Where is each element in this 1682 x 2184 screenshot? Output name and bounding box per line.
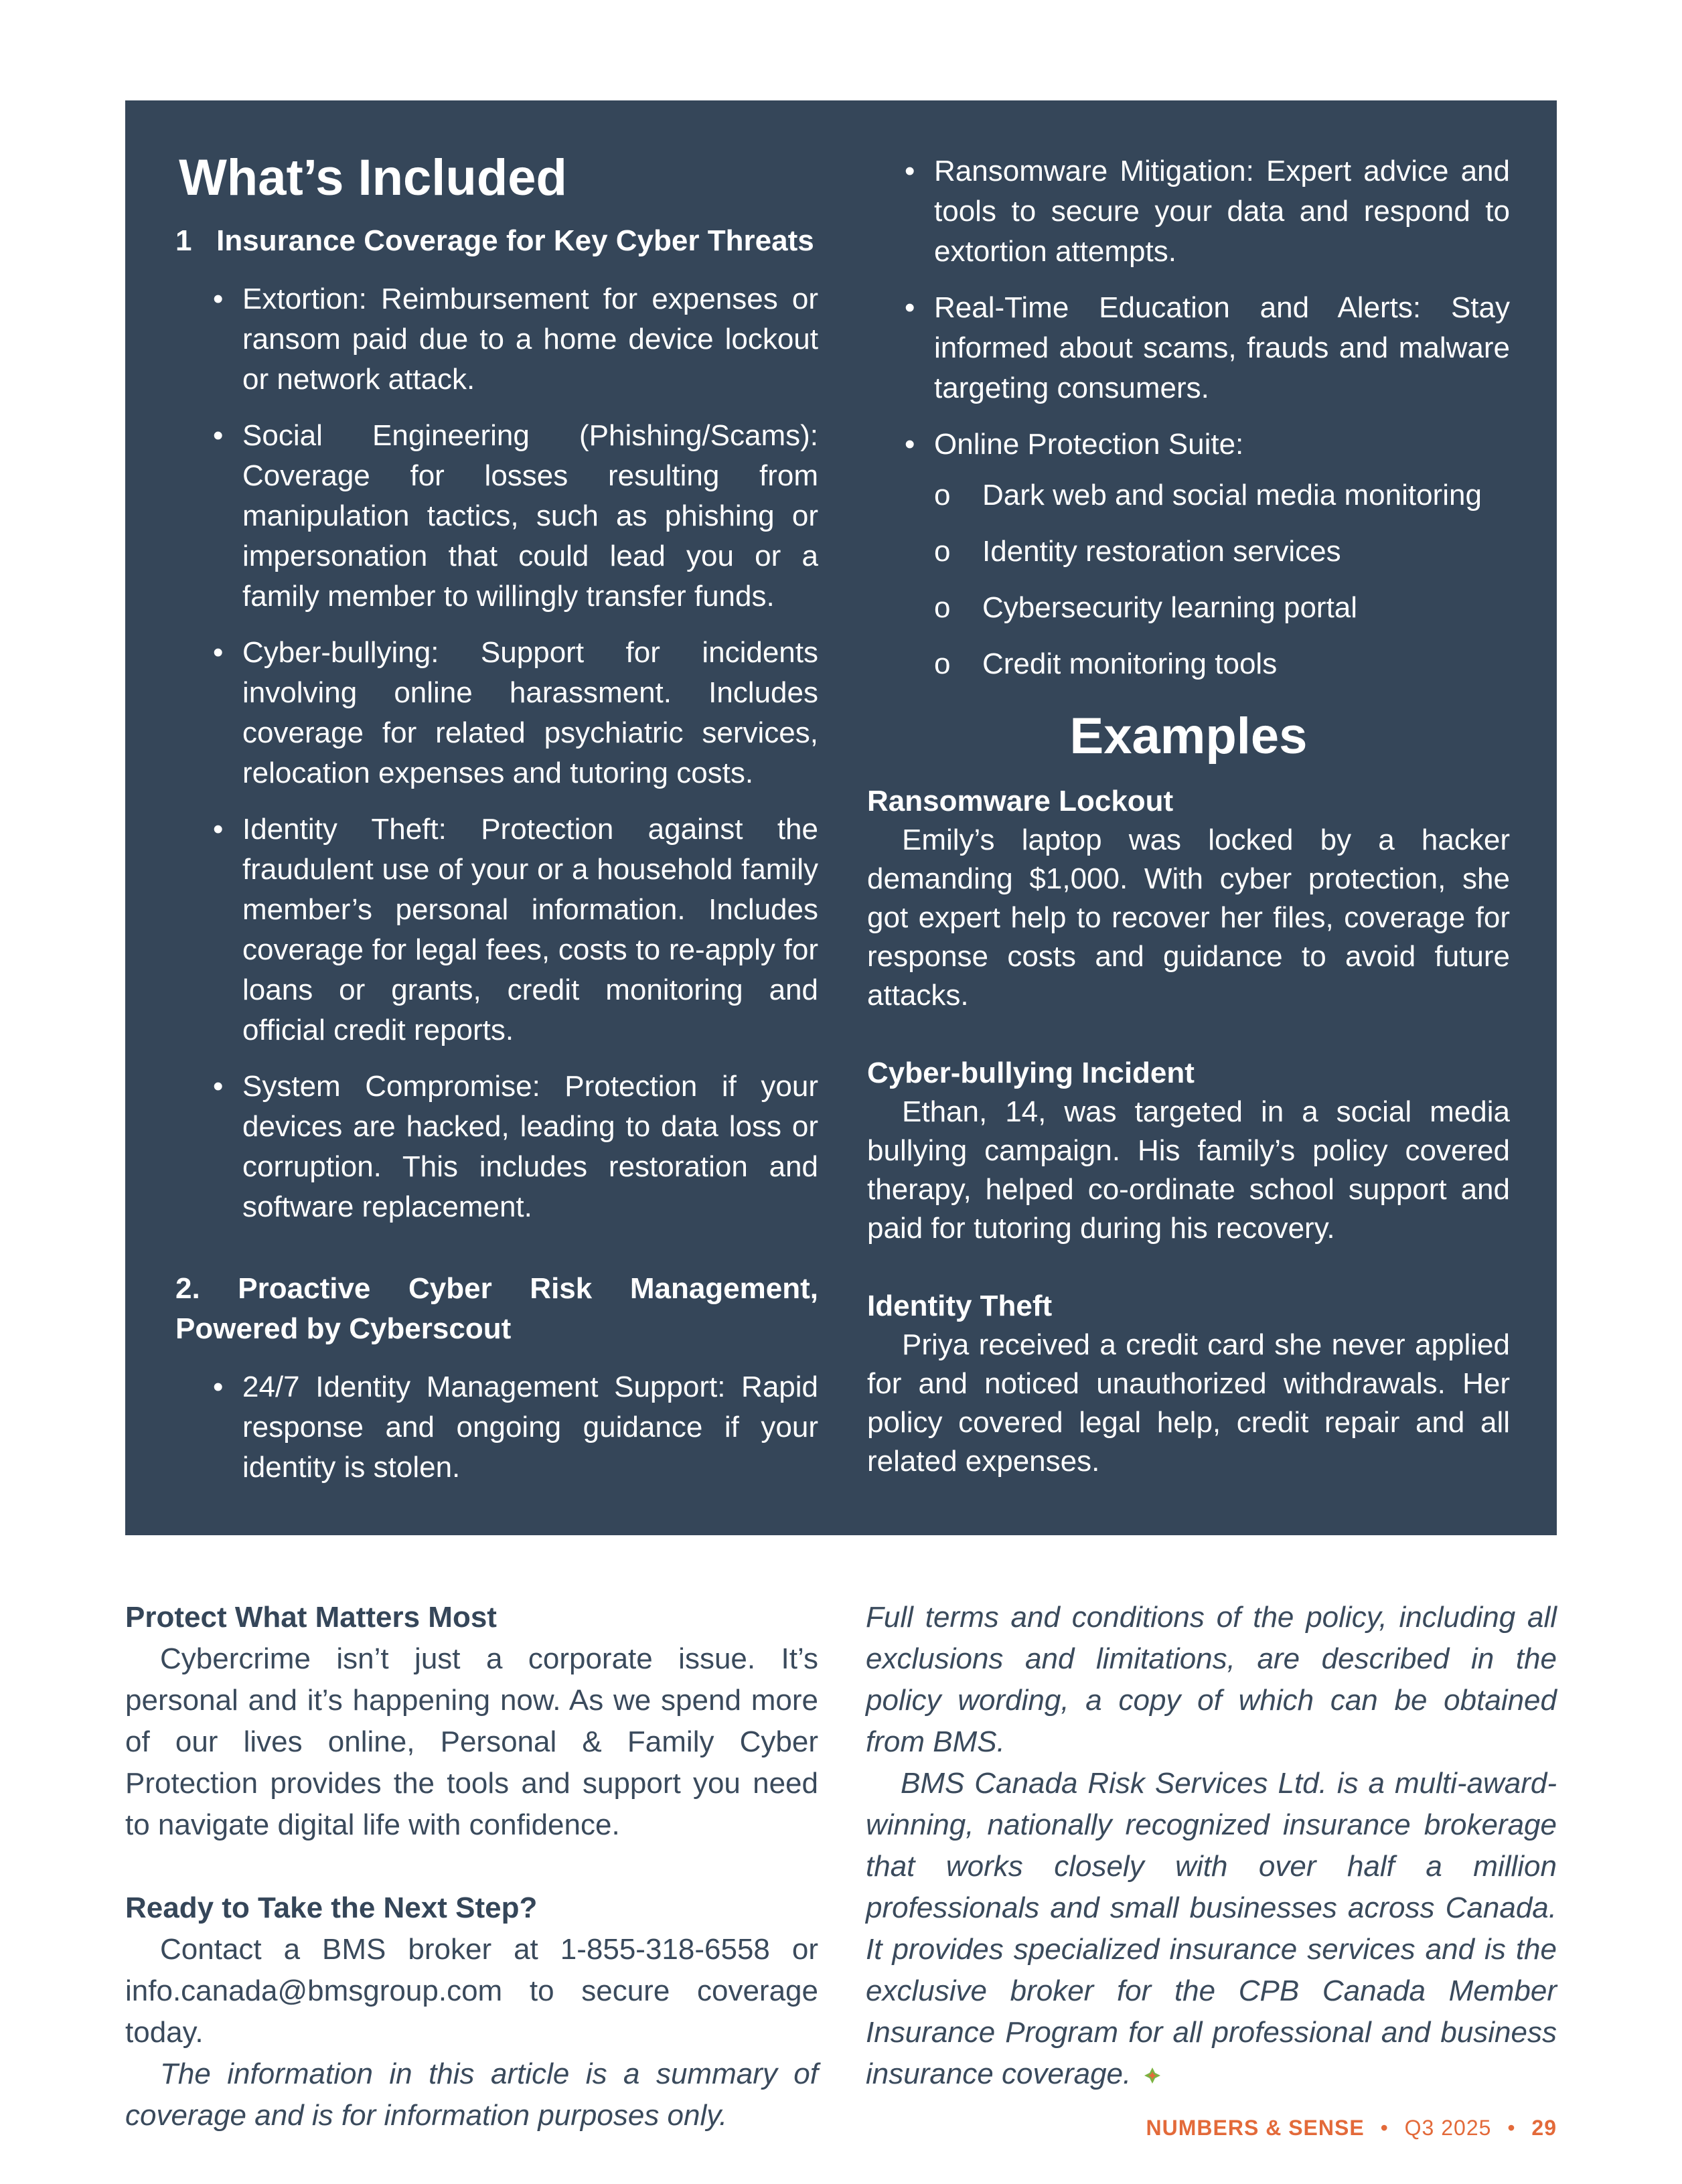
bullet-icon: • bbox=[213, 283, 224, 315]
footer-separator-2: • bbox=[1507, 2116, 1516, 2140]
bullet-icon: • bbox=[213, 636, 224, 669]
section1-list bbox=[213, 279, 818, 1243]
info-panel bbox=[125, 100, 1557, 1535]
example-body: Ethan, 14, was targeted in a social media bullying campaign. His family’s policy covered therapy, helped co-ordinate school support and paid for tutoring during his recovery. bbox=[867, 1095, 1510, 1245]
right-bullet-list bbox=[905, 151, 1510, 481]
suite-item-text: Cybersecurity learning portal bbox=[982, 591, 1358, 624]
sub-bullet-icon: o bbox=[934, 479, 951, 512]
sub-bullet-icon: o bbox=[934, 535, 951, 568]
sub-bullet-icon: o bbox=[934, 647, 951, 680]
bullet-text: Ransomware Mitigation: Expert advice and tools to secure your data and respond to extortion attempts. bbox=[934, 155, 1510, 268]
footer-separator: • bbox=[1380, 2116, 1389, 2140]
article-left-column bbox=[125, 1597, 818, 2136]
example-block bbox=[867, 1287, 1510, 1481]
bullet-item bbox=[213, 809, 818, 1050]
protect-body: Cybercrime isn’t just a corporate issue. It’s personal and it’s happening now. As we spend more of our lives online, Personal & Family Cyber Protection provides the tools and support you need to navigate digital life with confidence. bbox=[125, 1642, 818, 1841]
suite-item-text: Credit monitoring tools bbox=[982, 647, 1278, 680]
disclaimer-terms: Full terms and conditions of the policy, including all exclusions and limitations, are described in the policy wording, a copy of which can be obtained from BMS. bbox=[866, 1601, 1557, 1758]
ready-body: Contact a BMS broker at 1-855-318-6558 or info.canada@bmsgroup.com to secure coverage today. bbox=[125, 1933, 818, 2049]
bullet-item bbox=[905, 424, 1510, 465]
section1-title: 1 Insurance Coverage for Key Cyber Threats bbox=[175, 224, 814, 257]
bullet-icon: • bbox=[905, 291, 915, 324]
about-bms bbox=[866, 1763, 1557, 2095]
bullet-icon: • bbox=[213, 813, 224, 846]
whats-included-heading: What’s Included bbox=[179, 149, 567, 206]
examples-heading: Examples bbox=[1069, 708, 1308, 765]
article-right-column bbox=[866, 1597, 1557, 2095]
suite-item-text: Dark web and social media monitoring bbox=[982, 479, 1482, 512]
bullet-item bbox=[213, 416, 818, 617]
bullet-icon: • bbox=[905, 428, 915, 461]
end-mark-icon bbox=[1143, 2066, 1162, 2085]
protect-title: Protect What Matters Most bbox=[125, 1601, 497, 1634]
bullet-text: 24/7 Identity Management Support: Rapid response and ongoing guidance if your identity is stolen. bbox=[242, 1371, 818, 1484]
bullet-icon: • bbox=[213, 419, 224, 452]
about-bms-text: BMS Canada Risk Services Ltd. is a multi-award-winning, nationally recognized insurance brokerage that works closely with over half a million professionals and small businesses across Canada. It provides specialized insurance services and is the exclusive broker for the CPB Canada Member Insurance Program for all professional and business insurance coverage. bbox=[866, 1767, 1557, 2090]
bullet-item bbox=[213, 1067, 818, 1227]
bullet-text: System Compromise: Protection if your devices are hacked, leading to data loss or corruption. This includes restoration and software replacement. bbox=[242, 1070, 818, 1223]
examples-list bbox=[867, 782, 1510, 1520]
magazine-name: NUMBERS & SENSE bbox=[1146, 2116, 1365, 2140]
bullet-text: Cyber-bullying: Support for incidents involving online harassment. Includes coverage for related psychiatric services, relocation expenses and tutoring costs. bbox=[242, 636, 818, 789]
bullet-text: Social Engineering (Phishing/Scams): Coverage for losses resulting from manipulation tactics, such as phishing or impersonation that could lead you or a family member to willingly transfer funds. bbox=[242, 419, 818, 613]
bullet-text: Online Protection Suite: bbox=[934, 428, 1244, 461]
bullet-icon: • bbox=[213, 1070, 224, 1103]
suite-item bbox=[934, 475, 1511, 516]
page-number: 29 bbox=[1531, 2116, 1557, 2140]
section2-list bbox=[213, 1367, 818, 1488]
example-body: Priya received a credit card she never applied for and noticed unauthorized withdrawals. Her policy covered legal help, credit repair and all related expenses. bbox=[867, 1328, 1510, 1478]
bullet-icon: • bbox=[213, 1371, 224, 1403]
example-title: Ransomware Lockout bbox=[867, 785, 1174, 817]
bullet-item bbox=[213, 633, 818, 793]
online-suite-list bbox=[934, 475, 1511, 700]
suite-item bbox=[934, 644, 1511, 684]
sub-bullet-icon: o bbox=[934, 591, 951, 624]
disclaimer-summary: The information in this article is a summary of coverage and is for information purposes only. bbox=[125, 2057, 818, 2132]
example-block bbox=[867, 782, 1510, 1015]
suite-item-text: Identity restoration services bbox=[982, 535, 1341, 568]
example-title: Cyber-bullying Incident bbox=[867, 1057, 1195, 1089]
ready-title: Ready to Take the Next Step? bbox=[125, 1891, 538, 1924]
section2-title: 2. Proactive Cyber Risk Management, Powered by Cyberscout bbox=[175, 1272, 818, 1345]
bullet-text: Extortion: Reimbursement for expenses or ransom paid due to a home device lockout or network attack. bbox=[242, 283, 818, 396]
bullet-item bbox=[213, 1367, 818, 1488]
bullet-text: Identity Theft: Protection against the fraudulent use of your or a household family member’s personal information. Includes coverage for legal fees, costs to re-apply for loans or grants, credit monitoring and official credit reports. bbox=[242, 813, 818, 1046]
example-title: Identity Theft bbox=[867, 1290, 1053, 1322]
issue-label: Q3 2025 bbox=[1404, 2116, 1492, 2140]
suite-item bbox=[934, 588, 1511, 628]
spacer bbox=[125, 1846, 818, 1887]
example-block bbox=[867, 1054, 1510, 1248]
bullet-text: Real-Time Education and Alerts: Stay informed about scams, frauds and malware targeting consumers. bbox=[934, 291, 1510, 404]
bullet-icon: • bbox=[905, 155, 915, 187]
example-body: Emily’s laptop was locked by a hacker demanding $1,000. With cyber protection, she got expert help to recover her files, coverage for response costs and guidance to avoid future attacks. bbox=[867, 824, 1510, 1012]
bullet-item bbox=[213, 279, 818, 400]
page-footer bbox=[1146, 2116, 1557, 2140]
suite-item bbox=[934, 532, 1511, 572]
bullet-item bbox=[905, 288, 1510, 408]
bullet-item bbox=[905, 151, 1510, 272]
